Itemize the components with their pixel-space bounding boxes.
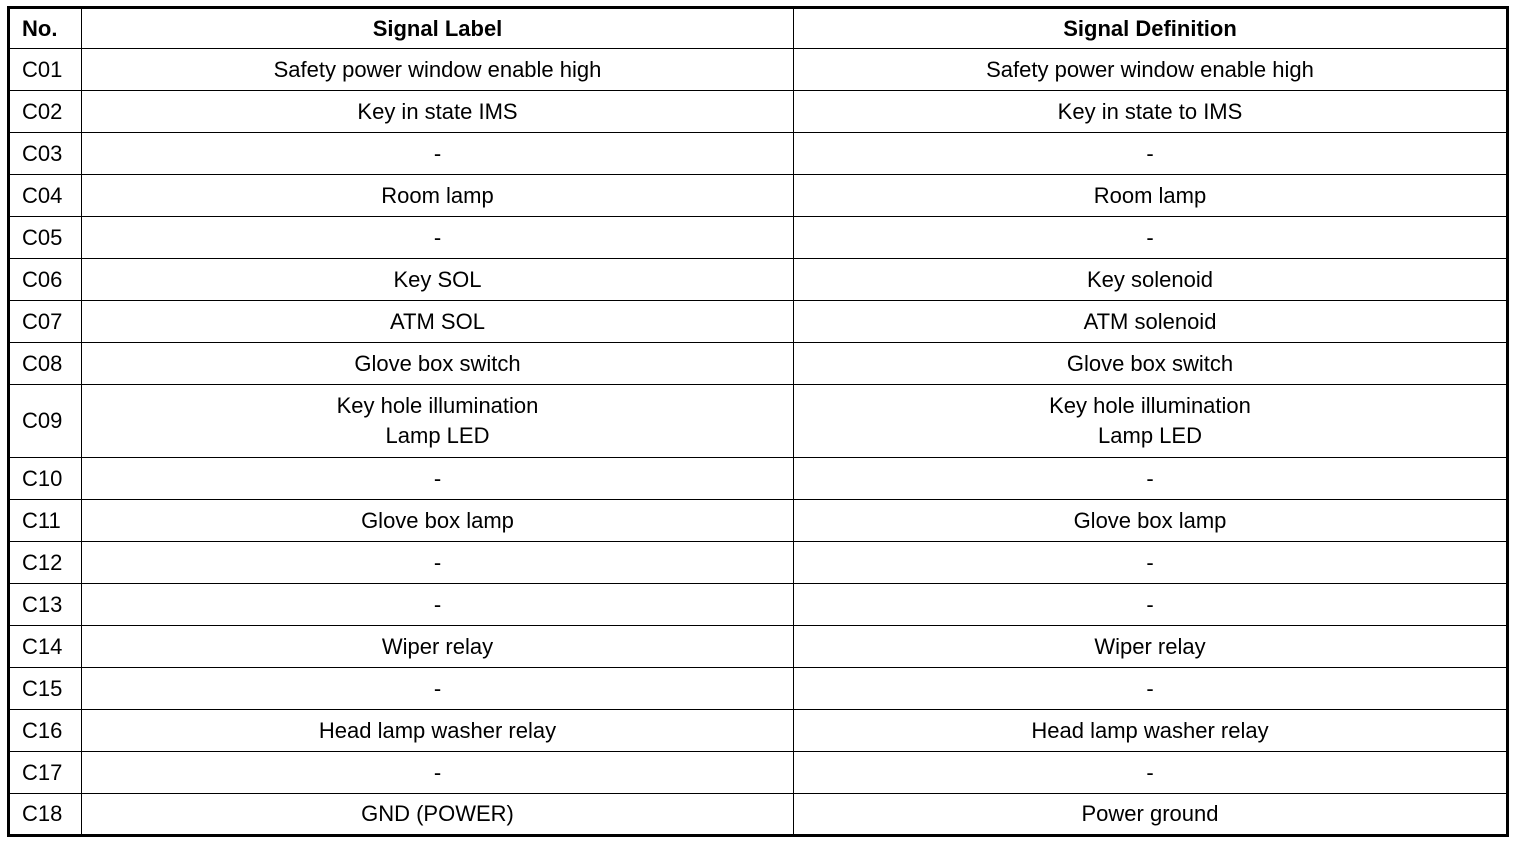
pin-number-cell: C10 — [9, 458, 82, 500]
pin-number-cell: C16 — [9, 710, 82, 752]
signal-definition-cell: Glove box switch — [794, 343, 1508, 385]
pin-number-cell: C06 — [9, 259, 82, 301]
signal-label-cell: Key in state IMS — [82, 91, 794, 133]
signal-label-cell: Room lamp — [82, 175, 794, 217]
signal-label-cell: Safety power window enable high — [82, 49, 794, 91]
pin-number-cell: C17 — [9, 752, 82, 794]
table-row — [9, 49, 1508, 91]
pin-number-cell: C04 — [9, 175, 82, 217]
signal-definition-cell: - — [794, 458, 1508, 500]
table-body — [9, 49, 1508, 836]
table-row — [9, 133, 1508, 175]
signal-label-cell: - — [82, 668, 794, 710]
pin-number-cell: C11 — [9, 500, 82, 542]
signal-label-cell: Glove box switch — [82, 343, 794, 385]
table-row — [9, 500, 1508, 542]
pin-number-cell: C09 — [9, 385, 82, 458]
table-row — [9, 175, 1508, 217]
signal-label-cell: - — [82, 217, 794, 259]
pin-number-cell: C01 — [9, 49, 82, 91]
signal-label-cell: ATM SOL — [82, 301, 794, 343]
pin-number-cell: C08 — [9, 343, 82, 385]
signal-label-cell: Head lamp washer relay — [82, 710, 794, 752]
signal-definition-cell: - — [794, 542, 1508, 584]
header-signal-label: Signal Label — [82, 8, 794, 49]
table-row — [9, 710, 1508, 752]
pin-number-cell: C05 — [9, 217, 82, 259]
pin-number-cell: C18 — [9, 794, 82, 836]
signal-definition-cell: Key hole illumination Lamp LED — [794, 385, 1508, 458]
table-row — [9, 542, 1508, 584]
table-row — [9, 752, 1508, 794]
table-row — [9, 385, 1508, 458]
signal-label-cell: - — [82, 458, 794, 500]
pin-number-cell: C03 — [9, 133, 82, 175]
signal-label-cell: Key SOL — [82, 259, 794, 301]
table-row — [9, 217, 1508, 259]
header-signal-definition: Signal Definition — [794, 8, 1508, 49]
signal-definition-cell: - — [794, 584, 1508, 626]
signal-definition-cell: Room lamp — [794, 175, 1508, 217]
header-no: No. — [9, 8, 82, 49]
pin-number-cell: C15 — [9, 668, 82, 710]
pin-number-cell: C12 — [9, 542, 82, 584]
signal-definition-cell: Head lamp washer relay — [794, 710, 1508, 752]
signal-definition-cell: Wiper relay — [794, 626, 1508, 668]
signal-label-cell: - — [82, 752, 794, 794]
signal-label-cell: - — [82, 542, 794, 584]
pin-number-cell: C14 — [9, 626, 82, 668]
signal-label-cell: GND (POWER) — [82, 794, 794, 836]
table-row — [9, 301, 1508, 343]
pin-number-cell: C02 — [9, 91, 82, 133]
signal-definition-cell: - — [794, 752, 1508, 794]
signal-definition-cell: ATM solenoid — [794, 301, 1508, 343]
pin-number-cell: C07 — [9, 301, 82, 343]
signal-definition-cell: - — [794, 217, 1508, 259]
signal-definition-cell: - — [794, 133, 1508, 175]
table-row — [9, 91, 1508, 133]
signal-label-cell: Key hole illumination Lamp LED — [82, 385, 794, 458]
table-row — [9, 458, 1508, 500]
signal-label-cell: - — [82, 133, 794, 175]
table-row — [9, 794, 1508, 836]
signal-table — [7, 6, 1509, 837]
signal-definition-cell: Safety power window enable high — [794, 49, 1508, 91]
table-row — [9, 668, 1508, 710]
signal-definition-cell: Key solenoid — [794, 259, 1508, 301]
signal-label-cell: - — [82, 584, 794, 626]
table-row — [9, 259, 1508, 301]
signal-definition-cell: Glove box lamp — [794, 500, 1508, 542]
signal-definition-cell: - — [794, 668, 1508, 710]
signal-definition-cell: Key in state to IMS — [794, 91, 1508, 133]
signal-definition-cell: Power ground — [794, 794, 1508, 836]
table-row — [9, 626, 1508, 668]
table-row — [9, 343, 1508, 385]
table-header-row — [9, 8, 1508, 49]
table-row — [9, 584, 1508, 626]
signal-label-cell: Glove box lamp — [82, 500, 794, 542]
pin-number-cell: C13 — [9, 584, 82, 626]
signal-label-cell: Wiper relay — [82, 626, 794, 668]
